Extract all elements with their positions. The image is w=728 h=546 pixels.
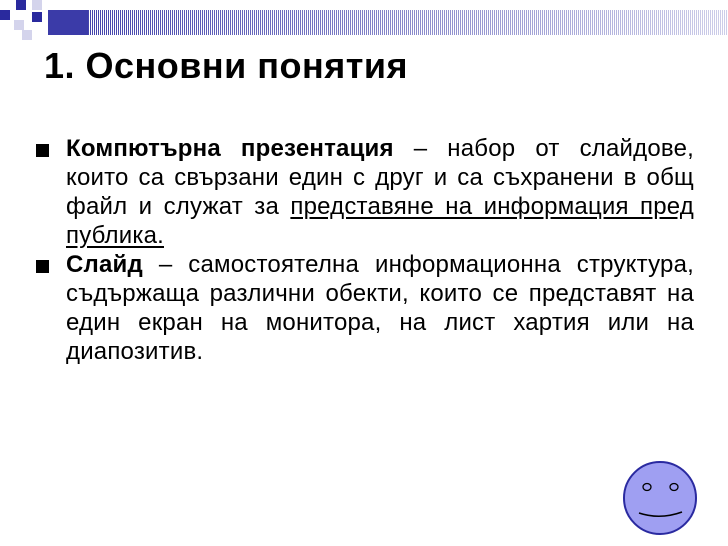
header-banner bbox=[48, 10, 728, 35]
bullet-square-icon bbox=[36, 144, 49, 157]
definition-text bbox=[66, 134, 694, 250]
bullet-square-icon bbox=[36, 260, 49, 273]
list-item bbox=[30, 250, 694, 366]
decor-square bbox=[0, 10, 10, 20]
smiley-face-icon bbox=[620, 460, 702, 540]
definition: – набор от слайдове, които са свързани един с друг и са съхранени в общ файл и служат за bbox=[66, 135, 694, 220]
decor-square bbox=[32, 0, 42, 10]
term: Слайд bbox=[66, 251, 143, 278]
decor-square bbox=[16, 0, 26, 10]
decor-square bbox=[14, 20, 24, 30]
definition-list bbox=[30, 134, 694, 366]
list-item bbox=[30, 134, 694, 250]
underlined-definition: представяне на информация пред публика. bbox=[66, 193, 695, 249]
term: Компютърна презентация bbox=[66, 135, 394, 162]
decor-square bbox=[22, 30, 32, 40]
definition-text bbox=[66, 250, 694, 366]
definition: – самостоятелна информационна структура, съдържаща различни обекти, които се представят на един екран на монитора, на лист хартия или на диапозитив. bbox=[66, 251, 694, 365]
slide-title: 1. Основни понятия bbox=[44, 45, 409, 86]
decor-square bbox=[32, 12, 42, 22]
